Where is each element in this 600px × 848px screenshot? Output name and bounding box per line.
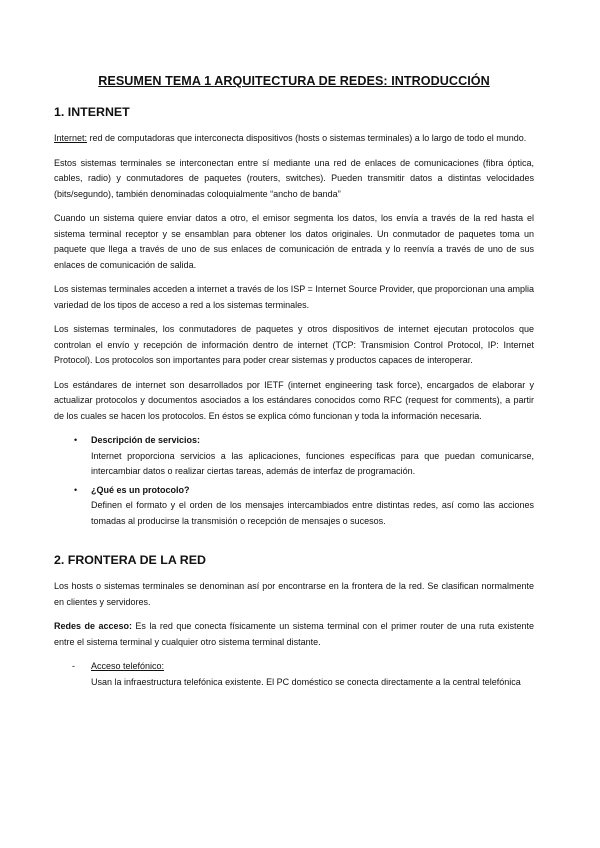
dash-list	[54, 659, 534, 690]
list-item-text: Definen el formato y el orden de los mensajes intercambiados entre distintas redes, así como las acciones tomadas al producirse la transmisión o recepción de mensajes o sucesos.	[91, 500, 534, 526]
dash-icon: -	[72, 661, 75, 671]
bullet-list	[54, 433, 534, 529]
bullet-icon: •	[74, 484, 78, 495]
definition-text: red de computadoras que interconecta dispositivos (hosts o sistemas terminales) a lo largo de todo el mundo.	[87, 133, 527, 143]
paragraph-data-transmission: Cuando un sistema quiere enviar datos a otro, el emisor segmenta los datos, los envía a través de la red hasta el sistema terminal receptor y se ensamblan para obtener los datos originales. Un conmutador de paquetes toma un paquete que llega a través de uno de sus enlaces de comunicación de entrada y lo reenvía a través de uno de sus enlaces de comunicación de salida.	[54, 213, 534, 270]
document-title: RESUMEN TEMA 1 ARQUITECTURA DE REDES: INTRODUCCIÓN	[98, 74, 490, 88]
paragraph-internet-definition	[54, 131, 534, 147]
list-item	[54, 483, 534, 530]
list-item	[54, 659, 534, 690]
paragraph-protocols: Los sistemas terminales, los conmutadores de paquetes y otros dispositivos de internet ejecutan protocolos que controlan el envío y recepción de información dentro de internet (TCP: Transmision Control Protocol, IP: Internet Protocol). Los protocolos son importantes para poder crear sistemas y productos capaces de interoperar.	[54, 324, 534, 365]
list-item-text: Internet proporciona servicios a las aplicaciones, funciones específicas para que puedan comunicarse, intercambiar datos o realizar ciertas tareas, además de interfaz de programación.	[91, 450, 534, 476]
paragraph-interconnection: Estos sistemas terminales se interconectan entre sí mediante una red de enlaces de comunicaciones (fibra óptica, cables, radio) y conmutadores de paquetes (routers, switches). Pueden transmitir datos a distintas velocidades (bits/segundo), también denominadas coloquialmente “ancho de banda”	[54, 157, 534, 199]
access-networks-text: Es la red que conecta físicamente un sistema terminal con el primer router de una ruta existente entre el sistema terminal y cualquier otro sistema terminal distante.	[54, 621, 534, 647]
term-access-networks: Redes de acceso:	[54, 621, 132, 631]
section-heading-network-edge: 2. FRONTERA DE LA RED	[54, 553, 206, 567]
list-item-title: ¿Qué es un protocolo?	[91, 484, 190, 495]
list-item	[54, 433, 534, 480]
bullet-icon: •	[74, 435, 78, 445]
list-item-title: Acceso telefónico:	[91, 661, 165, 671]
paragraph-access-networks	[54, 619, 534, 650]
paragraph-hosts: Los hosts o sistemas terminales se denominan así por encontrarse en la frontera de la red. Se clasifican normalmente en clientes y servidores.	[54, 581, 534, 607]
section-heading-internet: 1. INTERNET	[54, 105, 130, 119]
list-item-title: Descripción de servicios:	[91, 435, 201, 445]
list-item-text: Usan la infraestructura telefónica existente. El PC doméstico se conecta directamente a la central telefónica	[91, 676, 521, 687]
paragraph-isp: Los sistemas terminales acceden a internet a través de los ISP = Internet Source Provider, que proporcionan una amplia variedad de los tipos de acceso a red a los sistemas terminales.	[54, 284, 534, 310]
paragraph-standards: Los estándares de internet son desarrollados por IETF (internet engineering task force), encargados de elaborar y actualizar protocolos y documentos asociados a los estándares conocidos como RFC (request for comments), a partir de los cuales se hacen los protocolos. En éstos se explica cómo funcionan y toda la información necesaria.	[54, 379, 534, 421]
section-spacer	[54, 537, 534, 553]
term-internet: Internet:	[54, 133, 88, 143]
